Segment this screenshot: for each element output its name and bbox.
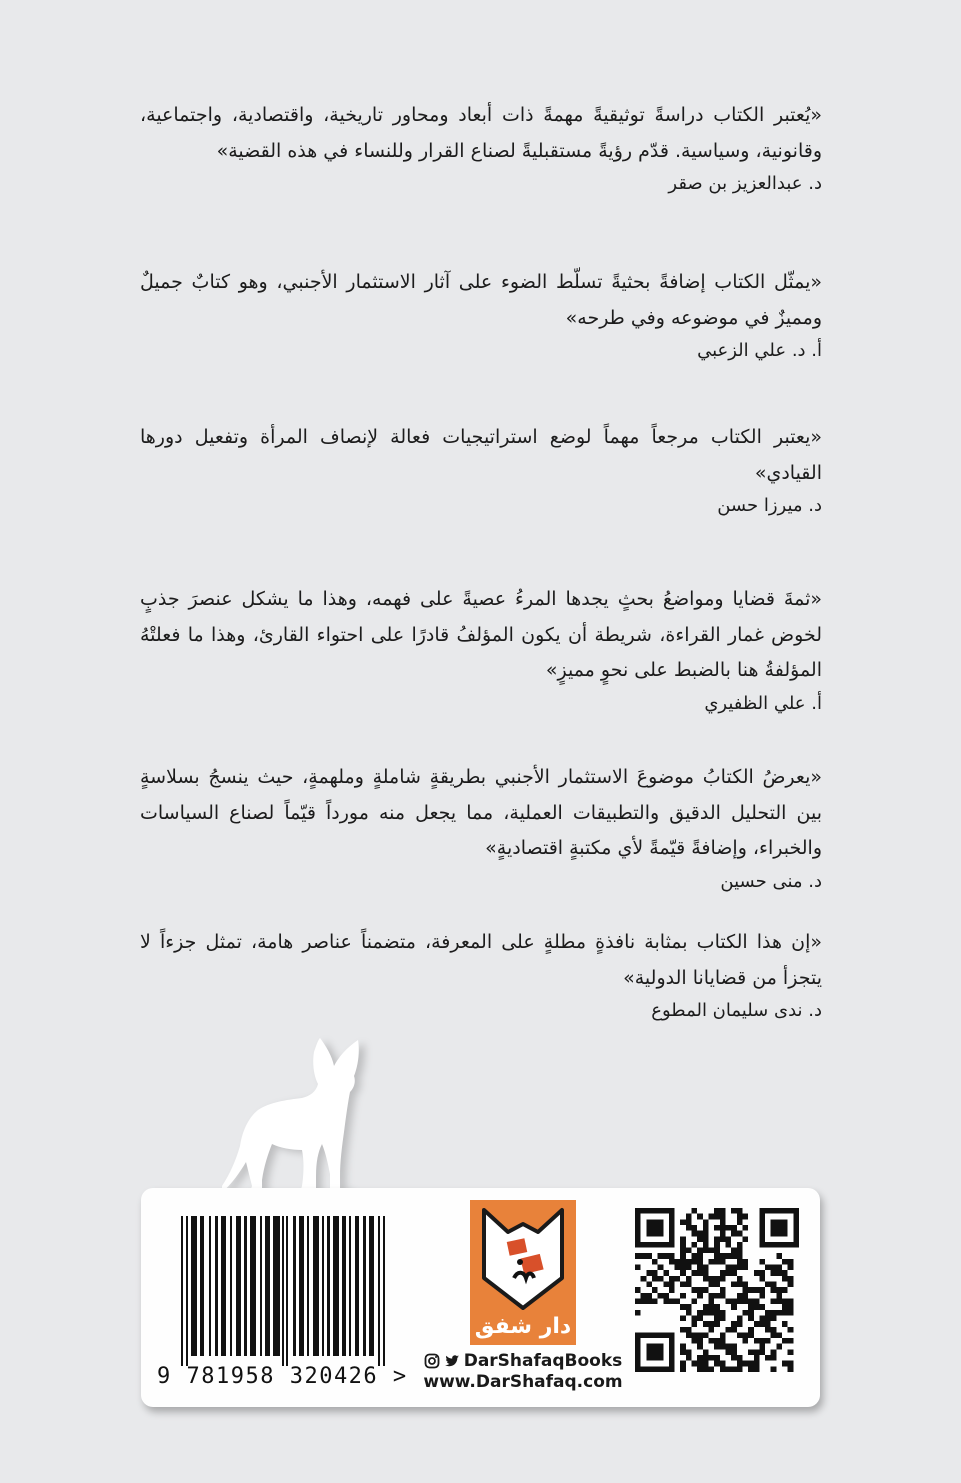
twitter-icon[interactable] (444, 1353, 460, 1369)
blurb-author: د. ندى سليمان المطوع (651, 1000, 822, 1021)
social-handle[interactable]: DarShafaqBooks (463, 1351, 623, 1371)
blurb-author: د. ميرزا حسن (717, 495, 822, 516)
blurb-author: د. عبدالعزيز بن صقر (668, 173, 822, 194)
blurb-quote: «يعتبر الكتاب مرجعاً مهماً لوضع استراتيجيات فعالة لإنصاف المرأة وتفعيل دورها القيادي» (140, 426, 822, 484)
social-links (423, 1351, 623, 1371)
blurb-quote: «يمثّل الكتاب إضافةً بحثيةً تسلّط الضوء على آثار الاستثمار الأجنبي، وهو كتابٌ جميلٌ ومميزٌ في موضوعه وفي طرحه» (140, 271, 822, 329)
blurb (140, 265, 822, 366)
website-link[interactable]: www.DarShafaq.com (423, 1372, 623, 1392)
blurb (140, 420, 822, 521)
back-cover-info-card (141, 1188, 820, 1407)
blurb-author: د. منى حسين (720, 870, 822, 892)
blurb-quote: «إن هذا الكتاب بمثابة نافذةٍ مطلةٍ على المعرفة، متضمناً عناصر هامة، تمثل جزءاً لا يتجزأ من قضايانا الدولية» (140, 931, 822, 989)
blurb-author: أ. علي الظفيري (704, 692, 822, 714)
publisher-logo (470, 1200, 576, 1345)
publisher-name: دار شفق (474, 1314, 572, 1339)
isbn-barcode (181, 1216, 391, 1366)
blurb-quote: «ثمةَ قضايا ومواضعُ بحثٍ يجدها المرءُ عصيةً على فهمه، وهذا ما يشكل عنصرَ جذبٍ لخوض غمار القراءة، شريطة أن يكون المؤلفُ قادرًا على احتواء القارئ، وهذا ما فعلتْهُ المؤلفةُ هنا بالضبط على نحوٍ مميزٍ» (140, 588, 822, 681)
blurb (140, 760, 822, 897)
fox-silhouette-icon (222, 1036, 372, 1196)
blurb-author: أ. د. علي الزعبي (697, 340, 822, 361)
publisher-block (423, 1200, 623, 1392)
blurb (140, 98, 822, 199)
blurb-quote: «يعرضُ الكتابُ موضوعَ الاستثمار الأجنبي بطريقةٍ شاملةٍ وملهمةٍ، حيث ينسجُ بسلاسةٍ بين التحليل الدقيق والتطبيقات العملية، مما يجعل منه مورداً قيّماً لصناع السياسات والخبراء، وإضافةً قيّمةً لأي مكتبةٍ اقتصاديةٍ» (140, 766, 822, 859)
blurb (140, 925, 822, 1026)
qr-code[interactable] (635, 1208, 799, 1372)
isbn-number: 9 781958 320426 > (157, 1364, 408, 1389)
blurb (140, 582, 822, 719)
blurb-quote: «يُعتبر الكتاب دراسةً توثيقيةً مهمةً ذات أبعاد ومحاور تاريخية، واقتصادية، واجتماعية، وقانونية، وسياسية. قدّم رؤيةً مستقبليةً لصناع القرار وللنساء في هذه القضية» (140, 104, 822, 162)
instagram-icon[interactable] (424, 1353, 440, 1369)
